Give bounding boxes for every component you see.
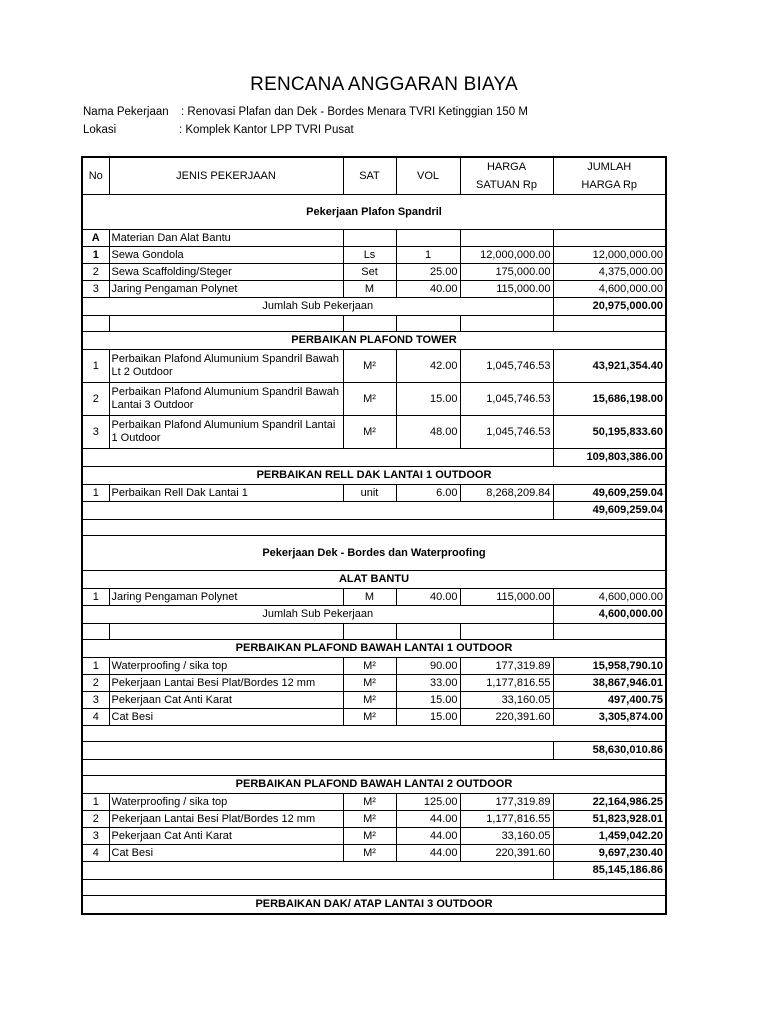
row-vol: 48.00 [396,416,460,449]
table-row [82,709,666,726]
section-title-row [82,896,666,915]
row-sat: M² [343,383,396,416]
row-no: 3 [82,281,109,298]
empty-cell [460,624,553,640]
row-jumlah: 38,867,946.01 [553,675,666,692]
empty-cell [343,624,396,640]
table-header [82,157,666,195]
empty-cell [82,760,666,776]
header-no: No [82,157,109,195]
row-jumlah: 22,164,986.25 [553,794,666,811]
row-jumlah: 497,400.75 [553,692,666,709]
row-harga: 115,000.00 [460,589,553,606]
table-row [82,589,666,606]
row-jumlah: 4,375,000.00 [553,264,666,281]
empty-cell [82,880,666,896]
empty-cell [396,316,460,332]
empty-cell [82,449,553,467]
group-name: Materian Dan Alat Bantu [109,230,343,247]
subtotal-label: Jumlah Sub Pekerjaan [82,606,553,624]
empty-cell [82,624,109,640]
pekerjaan-label: Nama Pekerjaan [83,106,169,118]
empty-cell [82,316,109,332]
row-name: Perbaikan Plafond Alumunium Spandril Lantai 1 Outdoor [109,416,343,449]
table-row [82,281,666,298]
empty-cell [460,316,553,332]
table-row [82,247,666,264]
empty-cell [82,742,553,760]
row-vol: 6.00 [396,485,460,502]
row-sat: M² [343,350,396,383]
subtotal-row [82,606,666,624]
empty-cell [553,316,666,332]
lokasi-label: Lokasi [83,124,117,136]
row-jumlah: 15,958,790.10 [553,658,666,675]
section-subtitle: ALAT BANTU [82,571,666,589]
header-harga-line1: HARGA [486,161,527,173]
row-no: 2 [82,811,109,828]
empty-cell [396,230,460,247]
row-vol: 44.00 [396,828,460,845]
empty-cell [396,624,460,640]
meta-pekerjaan [83,106,528,118]
row-sat: M [343,589,396,606]
section-title: PERBAIKAN PLAFOND BAWAH LANTAI 1 OUTDOOR [82,640,666,658]
row-no: 3 [82,416,109,449]
row-harga: 8,268,209.84 [460,485,553,502]
row-no: 4 [82,845,109,862]
section-title-row [82,776,666,794]
section-title: PERBAIKAN DAK/ ATAP LANTAI 3 OUTDOOR [82,896,666,915]
row-name: Waterproofing / sika top [109,794,343,811]
subtotal-label: Jumlah Sub Pekerjaan [82,298,553,316]
empty-cell [82,726,666,742]
row-sat: M² [343,794,396,811]
row-name: Waterproofing / sika top [109,658,343,675]
table-row [82,692,666,709]
row-vol: 90.00 [396,658,460,675]
row-vol: 42.00 [396,350,460,383]
row-vol: 15.00 [396,692,460,709]
header-jumlah-line1: JUMLAH [587,161,632,173]
empty-cell [82,520,666,536]
row-no: 3 [82,828,109,845]
blank-row [82,760,666,776]
row-no: 4 [82,709,109,726]
subtotal-value: 58,630,010.86 [553,742,666,760]
subtotal-row [82,449,666,467]
table-row [82,485,666,502]
row-sat: M² [343,675,396,692]
row-vol: 40.00 [396,281,460,298]
row-jumlah: 12,000,000.00 [553,247,666,264]
row-name: Perbaikan Plafond Alumunium Spandril Bawah Lantai 3 Outdoor [109,383,343,416]
row-name: Perbaikan Plafond Alumunium Spandril Bawah Lt 2 Outdoor [109,350,343,383]
row-sat: Ls [343,247,396,264]
empty-cell [109,316,343,332]
empty-cell [82,502,553,520]
row-vol: 15.00 [396,383,460,416]
row-jumlah: 50,195,833.60 [553,416,666,449]
row-no: 3 [82,692,109,709]
table-row [82,264,666,281]
row-vol: 33.00 [396,675,460,692]
row-harga: 1,045,746.53 [460,383,553,416]
table-row [82,845,666,862]
row-jumlah: 15,686,198.00 [553,383,666,416]
row-vol: 15.00 [396,709,460,726]
row-sat: M² [343,845,396,862]
row-name: Sewa Scaffolding/Steger [109,264,343,281]
blank-row [82,624,666,640]
row-harga: 220,391.60 [460,709,553,726]
section-title: PERBAIKAN PLAFOND BAWAH LANTAI 2 OUTDOOR [82,776,666,794]
table-row [82,675,666,692]
section-title-row [82,195,666,230]
row-sat: unit [343,485,396,502]
empty-cell [460,230,553,247]
section-title: Pekerjaan Plafon Spandril [82,195,666,230]
header-sat: SAT [343,157,396,195]
row-name: Pekerjaan Cat Anti Karat [109,828,343,845]
section-subtitle-row [82,571,666,589]
subtotal-value: 20,975,000.00 [553,298,666,316]
section-title: Pekerjaan Dek - Bordes dan Waterproofing [82,536,666,571]
subtotal-value: 109,803,386.00 [553,449,666,467]
table-row [82,383,666,416]
row-name: Jaring Pengaman Polynet [109,589,343,606]
rab-table [81,156,667,915]
row-no: 2 [82,264,109,281]
table-row [82,811,666,828]
row-harga: 33,160.05 [460,828,553,845]
row-sat: M² [343,709,396,726]
row-jumlah: 43,921,354.40 [553,350,666,383]
row-jumlah: 4,600,000.00 [553,281,666,298]
table-row [82,658,666,675]
row-sat: M² [343,811,396,828]
row-harga: 1,045,746.53 [460,350,553,383]
row-no: 1 [82,589,109,606]
row-no: 2 [82,675,109,692]
row-sat: Set [343,264,396,281]
row-harga: 1,177,816.55 [460,811,553,828]
pekerjaan-value: : Renovasi Plafan dan Dek - Bordes Menara TVRI Ketinggian 150 M [181,106,528,118]
table-row [82,828,666,845]
group-row [82,230,666,247]
row-harga: 175,000.00 [460,264,553,281]
row-jumlah: 3,305,874.00 [553,709,666,726]
row-harga: 115,000.00 [460,281,553,298]
row-vol: 1 [396,247,460,264]
table-row [82,350,666,383]
section-title-row [82,467,666,485]
row-sat: M [343,281,396,298]
row-jumlah: 1,459,042.20 [553,828,666,845]
row-no: 1 [82,247,109,264]
row-no: 2 [82,383,109,416]
empty-cell [109,624,343,640]
row-harga: 12,000,000.00 [460,247,553,264]
row-harga: 1,045,746.53 [460,416,553,449]
row-jumlah: 51,823,928.01 [553,811,666,828]
empty-cell [82,862,553,880]
meta-lokasi [83,124,354,136]
row-harga: 220,391.60 [460,845,553,862]
subtotal-row [82,502,666,520]
row-name: Pekerjaan Lantai Besi Plat/Bordes 12 mm [109,675,343,692]
table-row [82,794,666,811]
row-harga: 1,177,816.55 [460,675,553,692]
row-sat: M² [343,828,396,845]
row-no: 1 [82,485,109,502]
subtotal-value: 49,609,259.04 [553,502,666,520]
row-name: Sewa Gondola [109,247,343,264]
row-jumlah: 4,600,000.00 [553,589,666,606]
table-row [82,416,666,449]
row-name: Cat Besi [109,709,343,726]
row-jumlah: 9,697,230.40 [553,845,666,862]
group-no: A [82,230,109,247]
section-title: PERBAIKAN RELL DAK LANTAI 1 OUTDOOR [82,467,666,485]
row-jumlah: 49,609,259.04 [553,485,666,502]
subtotal-row [82,862,666,880]
header-harga [460,157,553,195]
row-harga: 177,319.89 [460,794,553,811]
empty-cell [343,230,396,247]
section-title-row [82,536,666,571]
row-no: 1 [82,794,109,811]
blank-row [82,880,666,896]
row-harga: 177,319.89 [460,658,553,675]
header-vol: VOL [396,157,460,195]
row-sat: M² [343,658,396,675]
row-sat: M² [343,692,396,709]
header-jumlah [553,157,666,195]
row-vol: 125.00 [396,794,460,811]
document-title: RENCANA ANGGARAN BIAYA [250,74,518,95]
row-vol: 40.00 [396,589,460,606]
empty-cell [553,230,666,247]
section-title: PERBAIKAN PLAFOND TOWER [82,332,666,350]
row-no: 1 [82,350,109,383]
row-name: Pekerjaan Lantai Besi Plat/Bordes 12 mm [109,811,343,828]
header-jenis: JENIS PEKERJAAN [109,157,343,195]
row-vol: 44.00 [396,845,460,862]
row-no: 1 [82,658,109,675]
section-title-row [82,332,666,350]
row-name: Pekerjaan Cat Anti Karat [109,692,343,709]
row-name: Perbaikan Rell Dak Lantai 1 [109,485,343,502]
subtotal-row [82,298,666,316]
row-name: Jaring Pengaman Polynet [109,281,343,298]
empty-cell [343,316,396,332]
section-title-row [82,640,666,658]
row-harga: 33,160.05 [460,692,553,709]
row-vol: 44.00 [396,811,460,828]
blank-row [82,520,666,536]
row-sat: M² [343,416,396,449]
subtotal-value: 4,600,000.00 [553,606,666,624]
blank-row [82,316,666,332]
row-name: Cat Besi [109,845,343,862]
header-harga-line2: SATUAN Rp [476,179,537,191]
lokasi-value: : Komplek Kantor LPP TVRI Pusat [179,124,354,136]
header-jumlah-line2: HARGA Rp [581,179,638,191]
subtotal-value: 85,145,186.86 [553,862,666,880]
row-vol: 25.00 [396,264,460,281]
empty-cell [553,624,666,640]
blank-row [82,726,666,742]
subtotal-row [82,742,666,760]
